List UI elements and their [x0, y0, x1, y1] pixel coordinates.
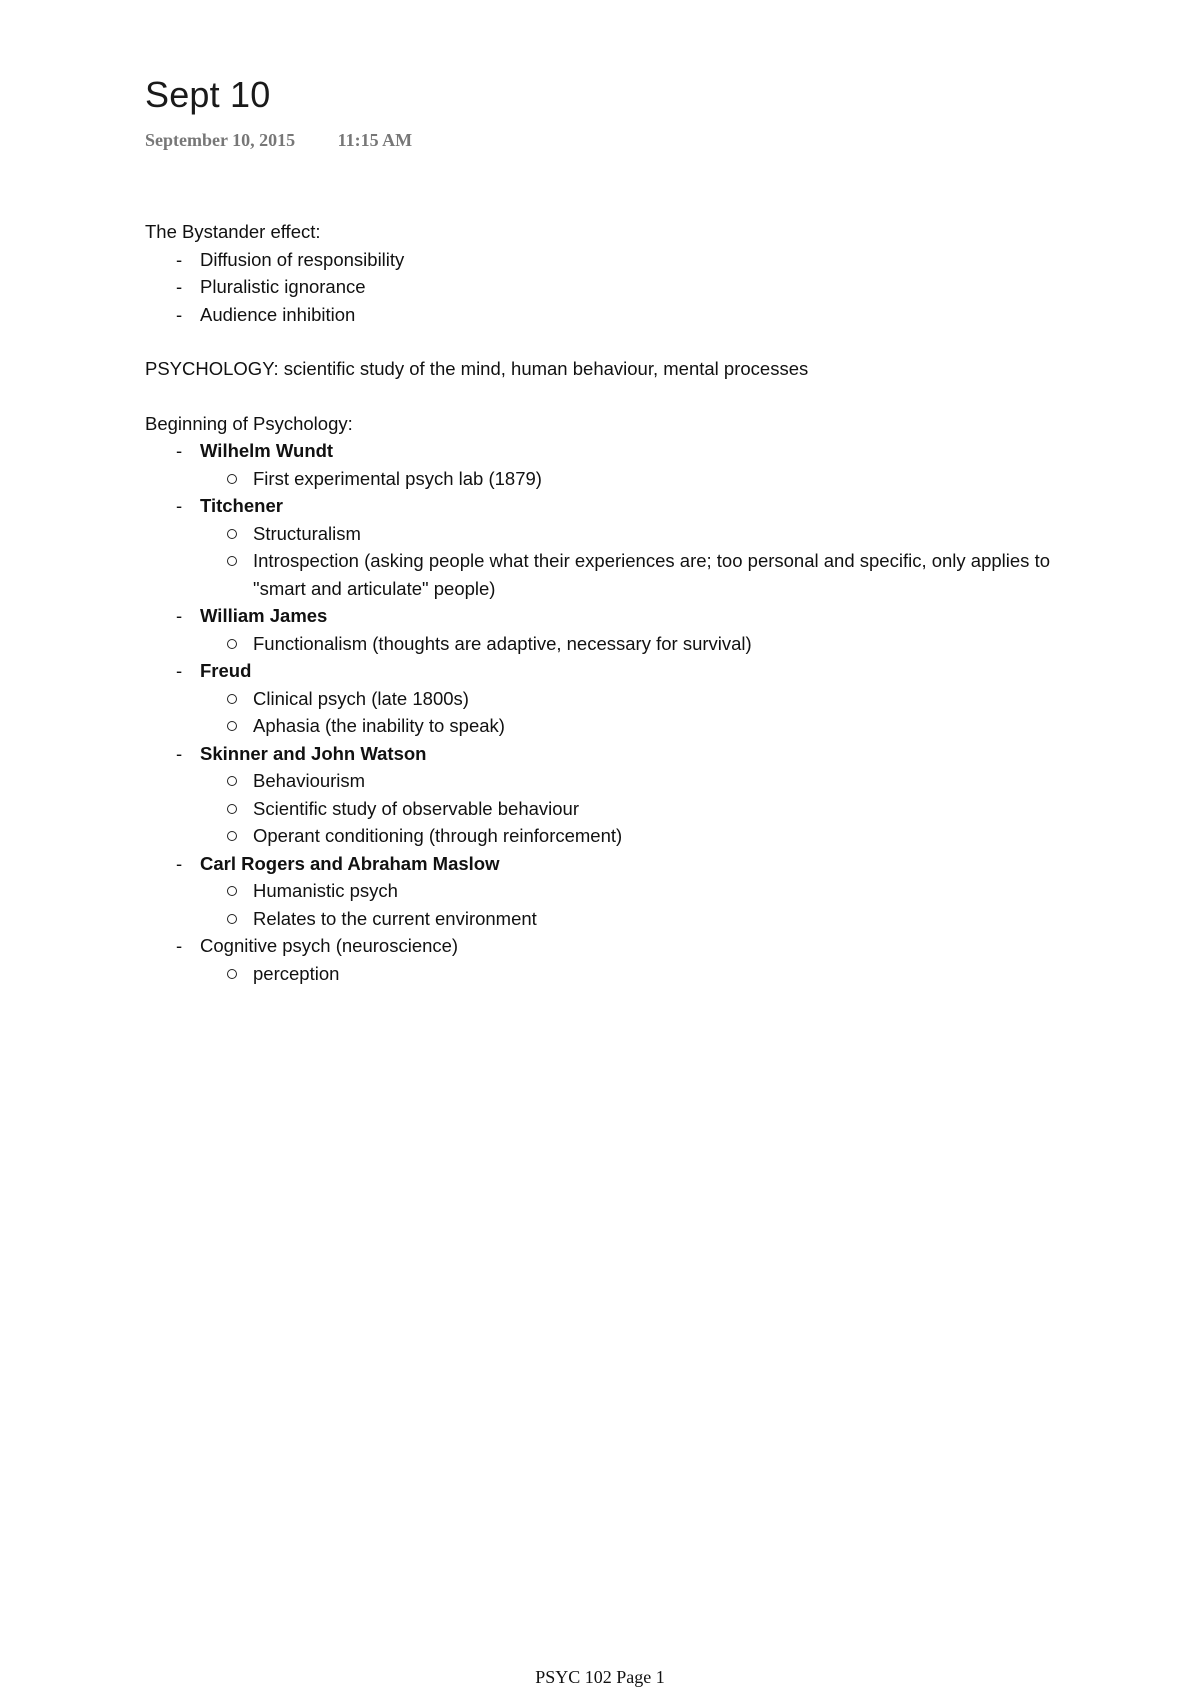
- figure-name: William James: [200, 605, 328, 626]
- sub-list-item: [200, 877, 1065, 905]
- circle-bullet-icon: [227, 914, 237, 924]
- dash-marker: -: [176, 935, 183, 956]
- sub-list-item: [200, 520, 1065, 548]
- sub-item-text: Structuralism: [253, 522, 361, 544]
- list-item: - Audience inhibition: [145, 301, 1065, 329]
- psychology-definition: PSYCHOLOGY: scientific study of the mind, human behaviour, mental processes: [145, 358, 809, 379]
- sub-item-text: Aphasia (the inability to speak): [253, 715, 505, 736]
- list-item: [145, 492, 1065, 602]
- page-title: Sept 10: [145, 74, 271, 115]
- sub-item-text: Introspection (asking people what their experiences are; too personal and specific, only applies to "smart and articulate" people): [253, 550, 1050, 599]
- dash-marker: -: [176, 276, 183, 297]
- sub-list-item: [200, 712, 1065, 740]
- sub-list-item: [200, 630, 1065, 658]
- list-item: [145, 850, 1065, 933]
- sub-list: [200, 960, 1065, 988]
- sub-list: [200, 767, 1065, 850]
- sub-list-item: [200, 685, 1065, 713]
- figure-name: Cognitive psych (neuroscience): [200, 935, 459, 956]
- circle-bullet-icon: [227, 776, 237, 786]
- sub-item-text: perception: [253, 962, 340, 984]
- dash-marker: -: [176, 660, 183, 681]
- dash-marker: -: [176, 440, 183, 461]
- page-footer: PSYC 102 Page 1: [535, 1667, 665, 1687]
- sub-item-text: First experimental psych lab (1879): [253, 467, 542, 489]
- sub-item-text: Humanistic psych: [253, 880, 398, 901]
- circle-bullet-icon: [227, 694, 237, 704]
- circle-bullet-icon: [227, 529, 237, 539]
- note-body: [145, 218, 1065, 987]
- figure-name: Wilhelm Wundt: [200, 440, 334, 461]
- dash-marker: -: [176, 605, 183, 626]
- sub-list-item: [200, 822, 1065, 850]
- circle-bullet-icon: [227, 804, 237, 814]
- circle-bullet-icon: [227, 556, 237, 566]
- figure-name: Skinner and John Watson: [200, 742, 427, 764]
- circle-bullet-icon: [227, 831, 237, 841]
- circle-bullet-icon: [227, 886, 237, 896]
- note-meta: [145, 130, 412, 151]
- sub-list-item: [200, 905, 1065, 933]
- sub-list: [200, 465, 1065, 493]
- circle-bullet-icon: [227, 474, 237, 484]
- figure-name: Freud: [200, 660, 252, 681]
- circle-bullet-icon: [227, 969, 237, 979]
- dash-marker: -: [176, 742, 183, 764]
- sub-item-text: Relates to the current environment: [253, 907, 537, 929]
- sub-list-item: [200, 465, 1065, 493]
- list-item: [145, 602, 1065, 657]
- sub-list-item: [200, 547, 1065, 602]
- beginning-list: [145, 437, 1065, 987]
- sub-item-text: Scientific study of observable behaviour: [253, 797, 579, 819]
- list-item: [145, 657, 1065, 740]
- sub-item-text: Operant conditioning (through reinforcement): [253, 825, 623, 846]
- circle-bullet-icon: [227, 721, 237, 731]
- beginning-heading: Beginning of Psychology:: [145, 412, 353, 434]
- sub-list: [200, 520, 1065, 603]
- sub-item-text: Behaviourism: [253, 770, 366, 791]
- list-item: - Pluralistic ignorance: [145, 273, 1065, 301]
- bystander-heading: The Bystander effect:: [145, 221, 321, 242]
- sub-list: [200, 630, 1065, 658]
- dash-marker: -: [176, 303, 183, 325]
- figure-name: Carl Rogers and Abraham Maslow: [200, 852, 500, 874]
- note-time: 11:15 AM: [337, 130, 413, 150]
- sub-list-item: [200, 795, 1065, 823]
- list-item: - Diffusion of responsibility: [145, 246, 1065, 274]
- dash-marker: -: [176, 248, 183, 270]
- sub-list: [200, 877, 1065, 932]
- circle-bullet-icon: [227, 639, 237, 649]
- dash-marker: -: [176, 852, 183, 874]
- note-date: September 10, 2015: [145, 130, 296, 150]
- sub-list-item: [200, 960, 1065, 988]
- list-item: [145, 740, 1065, 850]
- sub-item-text: Functionalism (thoughts are adaptive, necessary for survival): [253, 632, 752, 654]
- sub-item-text: Clinical psych (late 1800s): [253, 687, 469, 709]
- list-item: [145, 437, 1065, 492]
- sub-list-item: [200, 767, 1065, 795]
- bystander-list: [145, 246, 1065, 329]
- sub-list: [200, 685, 1065, 740]
- list-item: [145, 932, 1065, 987]
- figure-name: Titchener: [200, 495, 283, 516]
- dash-marker: -: [176, 495, 183, 516]
